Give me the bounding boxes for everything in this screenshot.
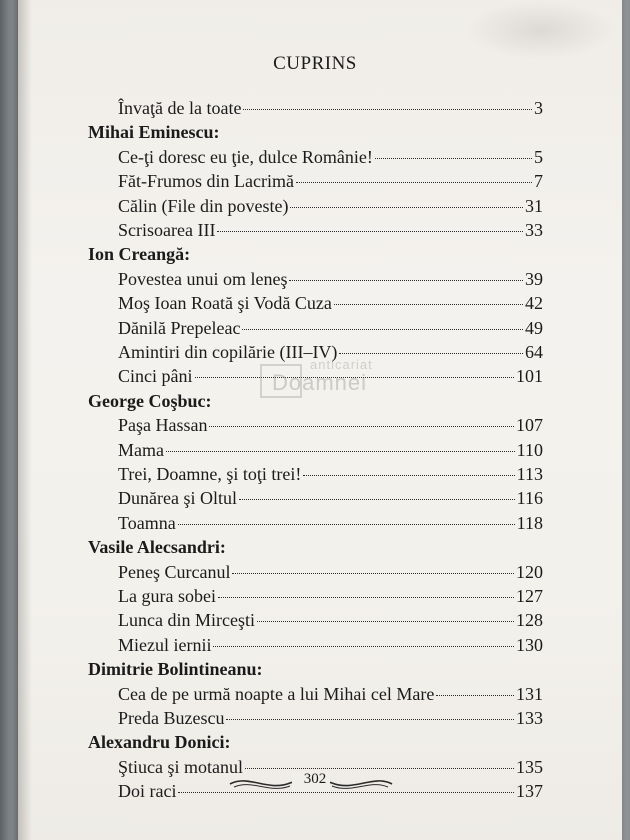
author-heading: Ion Creangă: (88, 244, 191, 265)
entry-page: 39 (525, 268, 543, 289)
entry-title: Dănilă Prepeleac (118, 317, 241, 338)
entry-title: Miezul iernii (118, 634, 212, 655)
toc-entry (118, 194, 543, 218)
entry-title: Ce-ţi doresc eu ţie, dulce Românie! (118, 146, 373, 167)
dot-leader (257, 621, 514, 622)
entry-page: 135 (516, 756, 543, 777)
page-number: 302 (303, 771, 327, 787)
entry-page: 107 (516, 415, 543, 436)
entry-page: 49 (525, 317, 543, 338)
entry-title: Trei, Doamne, şi toţi trei! (118, 464, 302, 484)
entry-title: Peneş Curcanul (118, 561, 231, 582)
entry-page: 137 (516, 781, 543, 802)
dot-leader (218, 597, 514, 598)
entry-title: Doi raci (118, 781, 177, 802)
dot-leader (239, 499, 515, 500)
entry-page: 127 (516, 586, 543, 606)
toc-entry (118, 169, 543, 193)
toc-entry (118, 511, 543, 535)
entry-title: Paşa Hassan (118, 415, 208, 436)
toc-entry-intro (118, 96, 543, 120)
dot-leader (209, 426, 514, 427)
entry-page: 3 (534, 98, 543, 118)
toc-entry (118, 486, 543, 510)
dot-leader (289, 280, 523, 281)
toc-entry (118, 462, 543, 486)
entry-page: 120 (516, 561, 543, 582)
entry-title: Învaţă de la toate (118, 98, 242, 118)
entry-page: 7 (534, 171, 543, 192)
toc-entry (118, 608, 543, 632)
entry-title: La gura sobei (118, 586, 216, 606)
author-heading: Dimitrie Bolintineanu: (88, 659, 263, 680)
dot-leader (303, 475, 514, 476)
entry-title: Scrisoarea III (118, 220, 216, 240)
entry-page: 33 (525, 220, 543, 240)
entry-title: Lunca din Mirceşti (118, 610, 255, 631)
toc-entry (118, 218, 543, 242)
entry-title: Făt-Frumos din Lacrimă (118, 171, 294, 192)
entry-page: 101 (516, 366, 543, 387)
author-heading: Mihai Eminescu: (88, 122, 220, 143)
dot-leader (166, 451, 515, 452)
author-heading: Alexandru Donici: (88, 732, 231, 753)
toc-entry (118, 560, 543, 584)
dot-leader (296, 182, 532, 183)
toc-entry (118, 682, 543, 706)
entry-page: 118 (516, 512, 543, 533)
author-heading: Vasile Alecsandri: (88, 537, 226, 558)
dot-leader (375, 158, 532, 159)
entry-title: Dunărea şi Oltul (118, 488, 237, 509)
entry-page: 130 (516, 634, 543, 655)
entry-page: 113 (516, 464, 543, 484)
toc-entry (118, 438, 543, 462)
entry-title: Povestea unui om leneş (118, 268, 288, 289)
entry-title: Preda Buzescu (118, 708, 225, 728)
entry-title: Amintiri din copilărie (III–IV) (118, 342, 338, 362)
entry-page: 116 (516, 488, 543, 509)
watermark-text: Doamnei (272, 370, 368, 395)
dot-leader (226, 719, 514, 720)
dot-leader (242, 329, 523, 330)
toc-entry (118, 633, 543, 657)
entry-page: 5 (534, 146, 543, 167)
toc-entry (118, 291, 543, 315)
entry-page: 131 (516, 683, 543, 704)
dot-leader (217, 231, 523, 232)
entry-title: Cinci pâni (118, 366, 193, 387)
dot-leader (213, 646, 514, 647)
author-heading: George Coşbuc: (88, 390, 212, 411)
entry-page: 31 (525, 195, 543, 216)
dot-leader (243, 109, 532, 110)
dot-leader (178, 524, 515, 525)
entry-title: Cea de pe urmă noapte a lui Mihai cel Mare (118, 683, 435, 704)
toc-entry (118, 316, 543, 340)
dot-leader (245, 768, 514, 769)
entry-title: Moş Ioan Roată şi Vodă Cuza (118, 293, 332, 314)
dot-leader (334, 304, 523, 305)
entry-title: Mama (118, 439, 164, 460)
toc-entry (118, 413, 543, 437)
entry-page: 128 (516, 610, 543, 631)
dot-leader (436, 695, 514, 696)
dot-leader (339, 353, 523, 354)
dot-leader (232, 573, 514, 574)
entry-page: 64 (525, 342, 543, 362)
entry-page: 110 (516, 439, 543, 460)
page-title: CUPRINS (273, 53, 357, 74)
entry-title: Călin (File din poveste) (118, 195, 289, 216)
toc-entry (118, 584, 543, 608)
entry-page: 42 (525, 293, 543, 314)
toc-entry (118, 145, 543, 169)
entry-page: 133 (516, 708, 543, 728)
toc-entry (118, 706, 543, 730)
entry-title: Toamna (118, 512, 176, 533)
dot-leader (290, 207, 523, 208)
watermark-small-text: anticariat (310, 357, 373, 372)
entry-title: Ştiuca şi motanul (118, 756, 243, 777)
toc-entry (118, 267, 543, 291)
